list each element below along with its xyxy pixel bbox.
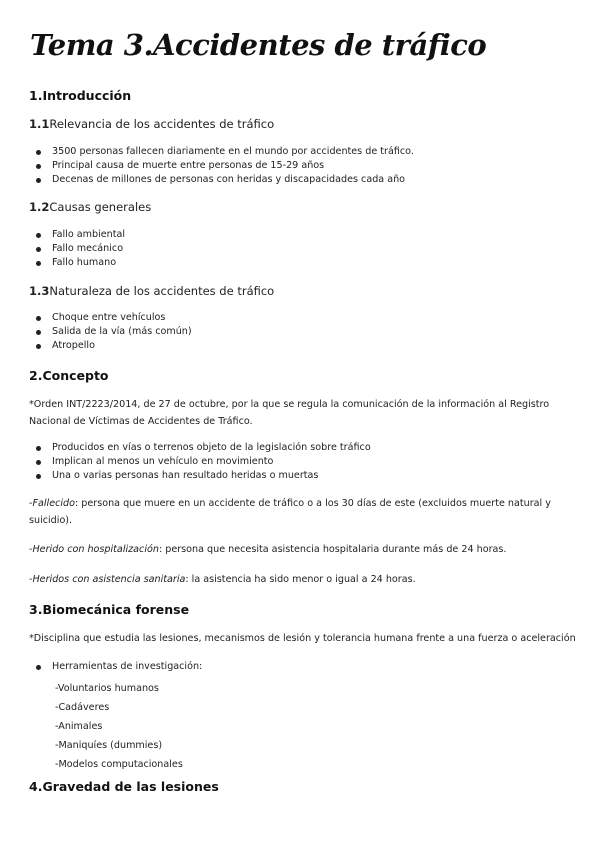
list-item: Salida de la vía (más común) [34,325,192,339]
definition-term: -Heridos con asistencia sanitaria [29,574,186,585]
sub-item: -Modelos computacionales [55,759,183,770]
list-item: Fallo ambiental [34,228,125,242]
subsection-text: Naturaleza de los accidentes de tráfico [49,284,275,298]
section-heading-introduccion: 1.Introducción [29,88,132,103]
list-naturaleza [34,311,192,353]
subsection-heading-naturaleza [29,284,274,298]
concepto-intro: *Orden INT/2223/2014, de 27 de octubre, por la que se regula la comunicación de la información al Registro Nacional de Víctimas de Accidentes de Tráfico. [29,399,550,427]
list-item: Producidos en vías o terrenos objeto de la legislación sobre tráfico [34,441,371,455]
section-heading-gravedad: 4.Gravedad de las lesiones [29,779,219,794]
list-item: Atropello [34,339,192,353]
list-item: Herramientas de investigación: [34,660,202,674]
definition-text: : persona que muere en un accidente de tráfico o a los 30 días de este (excluidos muerte natural y suicidio). [29,498,551,526]
list-item: 3500 personas fallecen diariamente en el mundo por accidentes de tráfico. [34,145,414,159]
list-concepto [34,441,371,483]
definition-term: -Herido con hospitalización [29,544,159,555]
list-item: Decenas de millones de personas con heridas y discapacidades cada año [34,173,414,187]
list-item: Implican al menos un vehículo en movimiento [34,455,371,469]
list-biomecanica [34,660,202,674]
section-heading-biomecanica: 3.Biomecánica forense [29,602,190,617]
biomecanica-intro: *Disciplina que estudia las lesiones, mecanismos de lesión y tolerancia humana frente a una fuerza o aceleración [29,633,576,644]
definition-text: : la asistencia ha sido menor o igual a 24 horas. [185,574,416,585]
definition-fallecido [29,495,574,529]
sub-item: -Voluntarios humanos [55,683,159,694]
subsection-heading-relevancia [29,117,274,131]
list-item: Fallo humano [34,256,125,270]
list-item: Principal causa de muerte entre personas de 15-29 años [34,159,414,173]
definition-term: -Fallecido [29,498,75,509]
sub-item: -Maniquíes (dummies) [55,740,163,751]
list-relevancia [34,145,414,187]
subsection-text: Causas generales [49,200,152,214]
list-item: Choque entre vehículos [34,311,192,325]
subsection-number: 1.3 [29,284,50,298]
subsection-heading-causas [29,200,151,214]
sub-item: -Animales [55,721,103,732]
section-heading-concepto: 2.Concepto [29,368,109,383]
subsection-text: Relevancia de los accidentes de tráfico [49,117,275,131]
list-causas [34,228,125,270]
list-item: Una o varias personas han resultado heridas o muertas [34,469,371,483]
list-item: Fallo mecánico [34,242,125,256]
definition-herido-hospitalizacion [29,541,574,558]
subsection-number: 1.2 [29,200,50,214]
definition-heridos-asistencia [29,571,574,588]
page-title: Tema 3.Accidentes de tráfico [30,28,487,62]
sub-item: -Cadáveres [55,702,110,713]
definition-text: : persona que necesita asistencia hospitalaria durante más de 24 horas. [158,544,507,555]
subsection-number: 1.1 [29,117,50,131]
